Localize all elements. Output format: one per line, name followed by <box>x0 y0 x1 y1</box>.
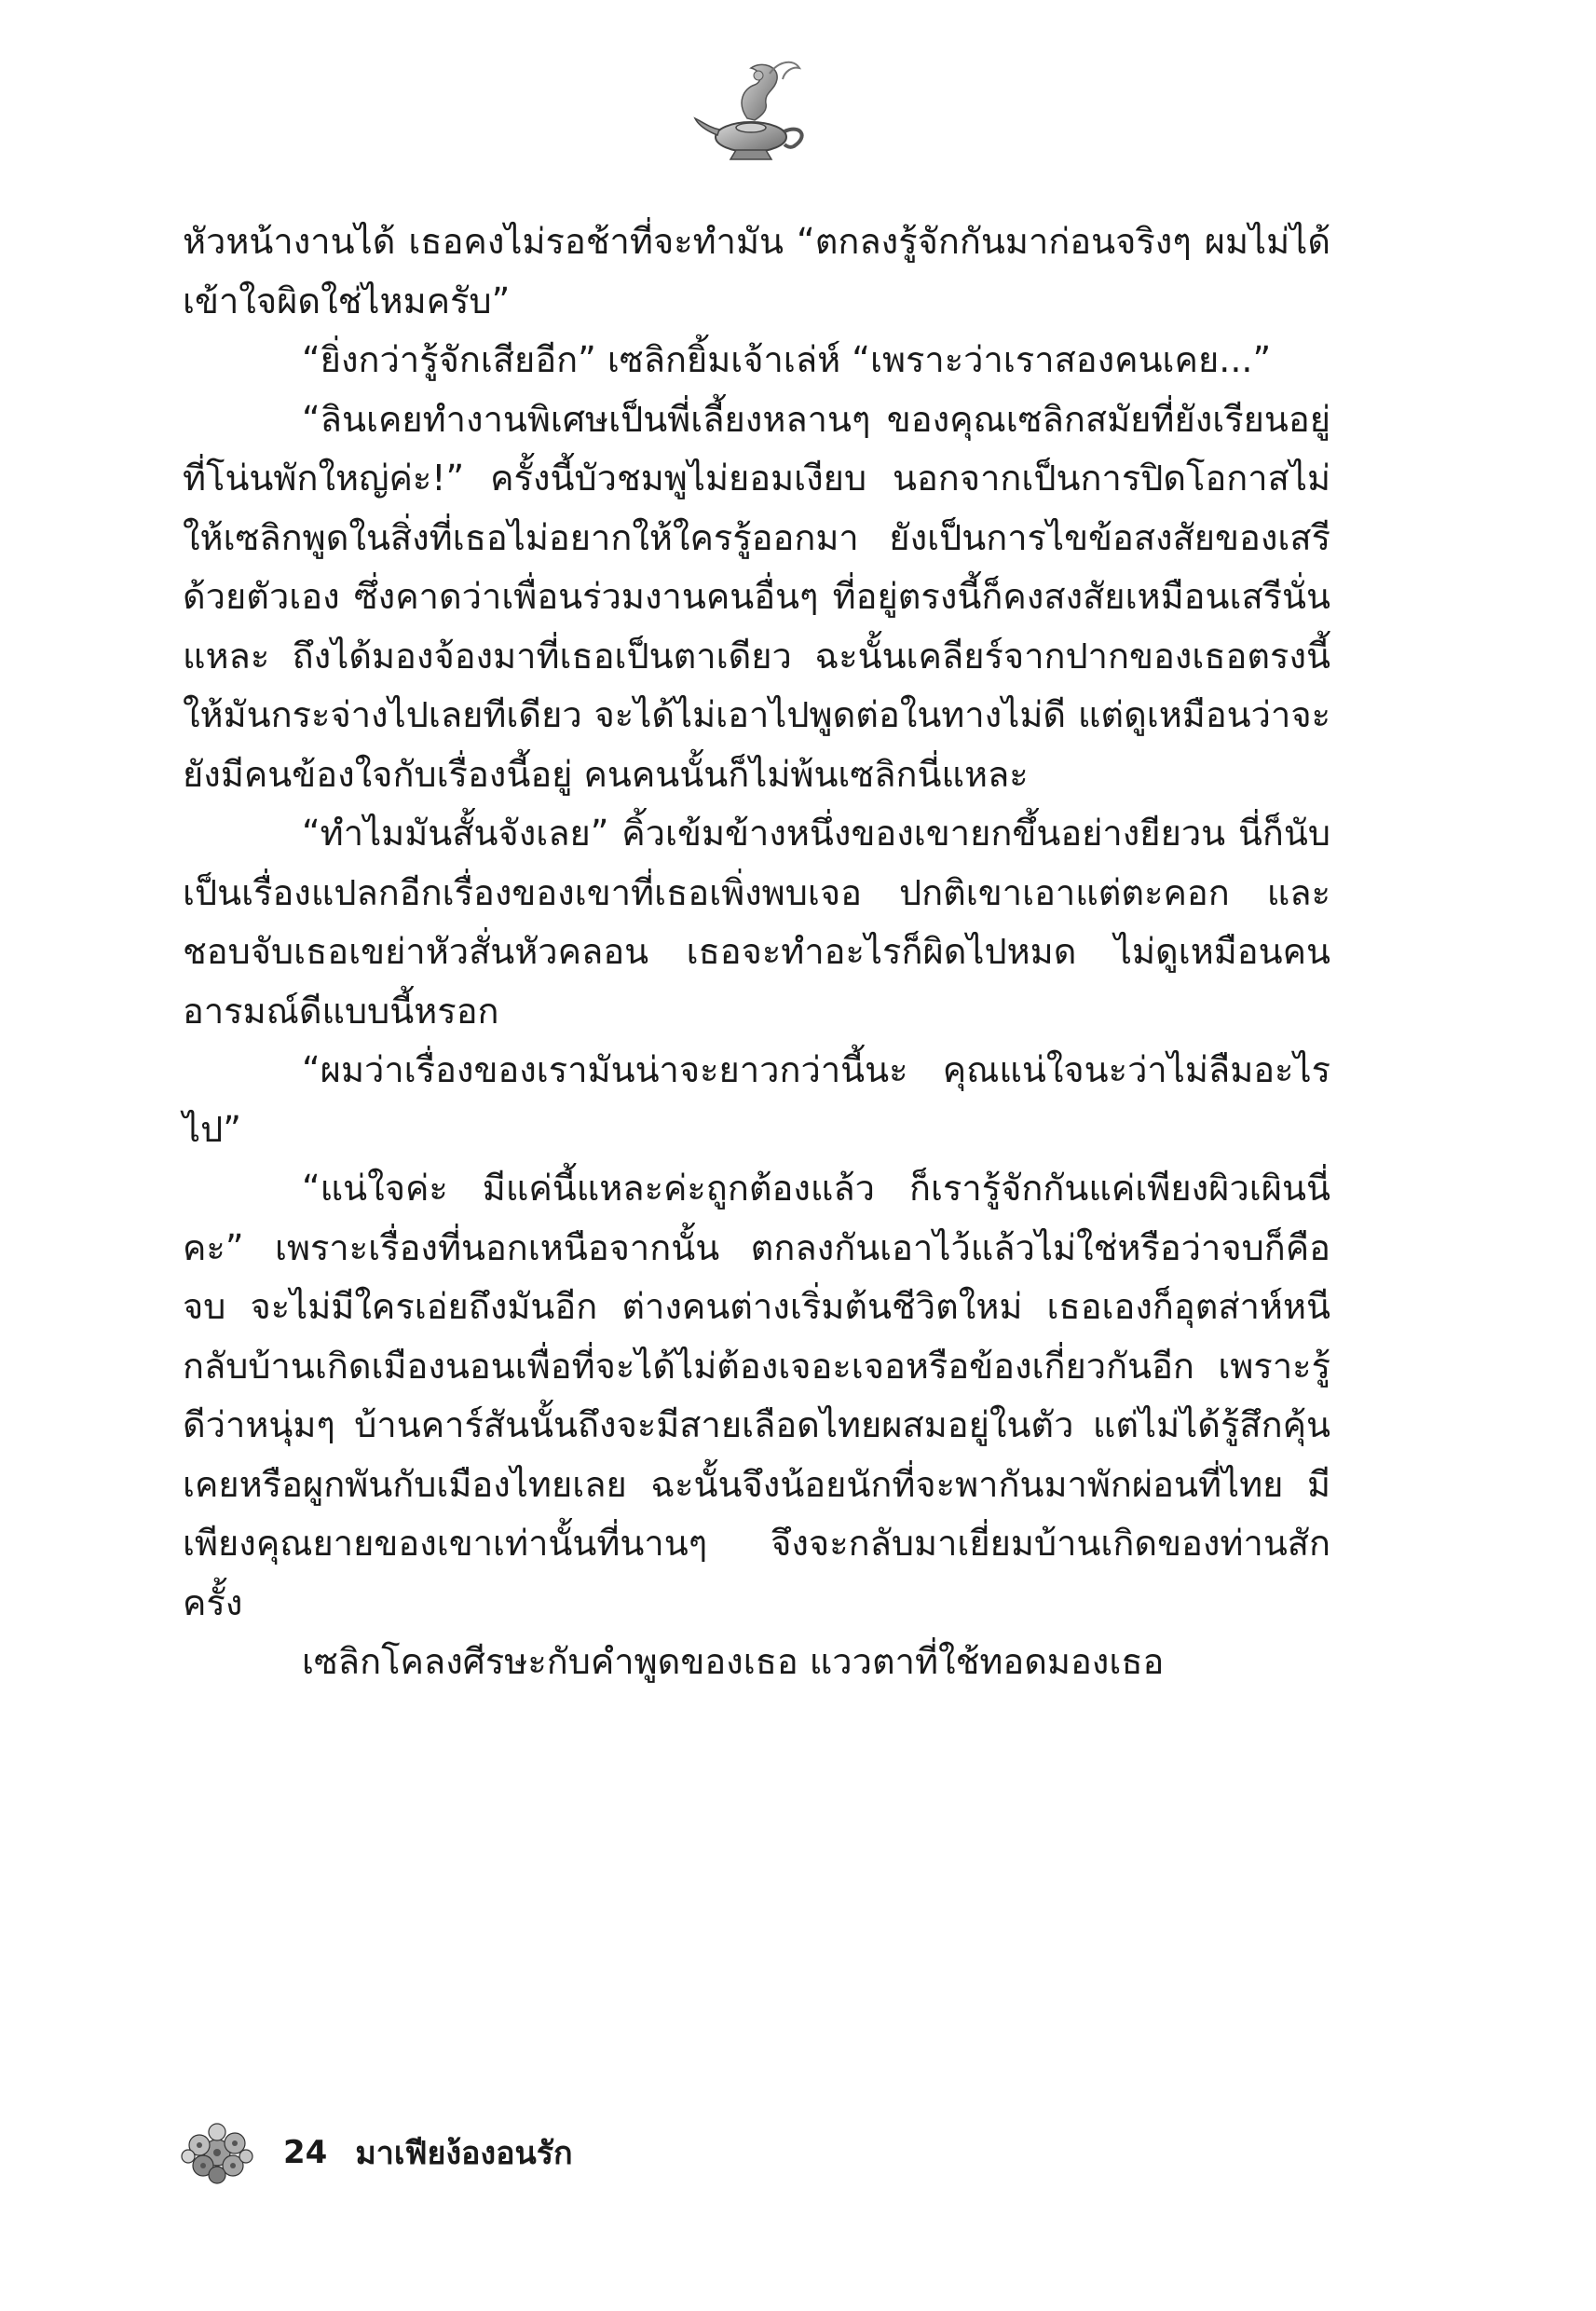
genie-lamp-icon <box>689 51 820 172</box>
paragraph-5: “ผมว่าเรื่องของเรามันน่าจะยาวกว่านี้นะ คุณแน่ใจนะว่าไม่ลืมอะไรไป” <box>183 1049 1330 1150</box>
page-number: 24 <box>283 2134 328 2171</box>
body-text <box>183 212 1330 1692</box>
flower-bouquet-icon <box>177 2115 257 2190</box>
book-title: มาเฟียง้องอนรัก <box>355 2135 573 2172</box>
paragraph-1: หัวหน้างานได้ เธอคงไม่รอช้าที่จะทำมัน “ตกลงรู้จักกันมาก่อนจริงๆ ผมไม่ได้เข้าใจผิดใช่ไหมครับ” <box>183 221 1330 321</box>
page-footer <box>177 2115 573 2190</box>
paragraph-4: “ทำไมมันสั้นจังเลย” คิ้วเข้มข้างหนึ่งของเขายกขึ้นอย่างยียวน นี่ก็นับเป็นเรื่องแปลกอีกเรื่องของเขาที่เธอเพิ่งพบเจอ ปกติเขาเอาแต่ตะคอก และชอบจับเธอเขย่าหัวสั่นหัวคลอน เธอจะทำอะไรก็ผิดไปหมด ไม่ดูเหมือนคนอารมณ์ดีแบบนี้หรอก <box>183 813 1330 1032</box>
paragraph-2: “ยิ่งกว่ารู้จักเสียอีก” เซลิกยิ้มเจ้าเล่ห์ “เพราะว่าเราสองคนเคย...” <box>302 339 1272 380</box>
paragraph-3: “ลินเคยทำงานพิเศษเป็นพี่เลี้ยงหลานๆ ของคุณเซลิกสมัยที่ยังเรียนอยู่ที่โน่นพักใหญ่ค่ะ!” ครั้งนี้บัวชมพูไม่ยอมเงียบ นอกจากเป็นการปิดโอกาสไม่ให้เซลิกพูดในสิ่งที่เธอไม่อยากให้ใครรู้ออกมา ยังเป็นการไขข้อสงสัยของเสรีด้วยตัวเอง ซึ่งคาดว่าเพื่อนร่วมงานคนอื่นๆ ที่อยู่ตรงนี้ก็คงสงสัยเหมือนเสรีนั่นแหละ ถึงได้มองจ้องมาที่เธอเป็นตาเดียว ฉะนั้นเคลียร์จากปากของเธอตรงนี้ให้มันกระจ่างไปเลยทีเดียว จะได้ไม่เอาไปพูดต่อในทางไม่ดี แต่ดูเหมือนว่าจะยังมีคนข้องใจกับเรื่องนี้อยู่ คนคนนั้นก็ไม่พ้นเซลิกนี่แหละ <box>183 398 1330 795</box>
paragraph-6: “แน่ใจค่ะ มีแค่นี้แหละค่ะถูกต้องแล้ว ก็เรารู้จักกันแค่เพียงผิวเผินนี่คะ” เพราะเรื่องที่นอกเหนือจากนั้น ตกลงกันเอาไว้แล้วไม่ใช่หรือว่าจบก็คือจบ จะไม่มีใครเอ่ยถึงมันอีก ต่างคนต่างเริ่มต้นชีวิตใหม่ เธอเองก็อุตส่าห์หนีกลับบ้านเกิดเมืองนอนเพื่อที่จะได้ไม่ต้องเจอะเจอหรือข้องเกี่ยวกันอีก เพราะรู้ดีว่าหนุ่มๆ บ้านคาร์สันนั้นถึงจะมีสายเลือดไทยผสมอยู่ในตัว แต่ไม่ได้รู้สึกคุ้นเคยหรือผูกพันกับเมืองไทยเลย ฉะนั้นจึงน้อยนักที่จะพากันมาพักผ่อนที่ไทย มีเพียงคุณยายของเขาเท่านั้นที่นานๆ จึงจะกลับมาเยี่ยมบ้านเกิดของท่านสักครั้ง <box>183 1168 1330 1623</box>
paragraph-7: เซลิกโคลงศีรษะกับคำพูดของเธอ แววตาที่ใช้ทอดมองเธอ <box>302 1641 1165 1682</box>
